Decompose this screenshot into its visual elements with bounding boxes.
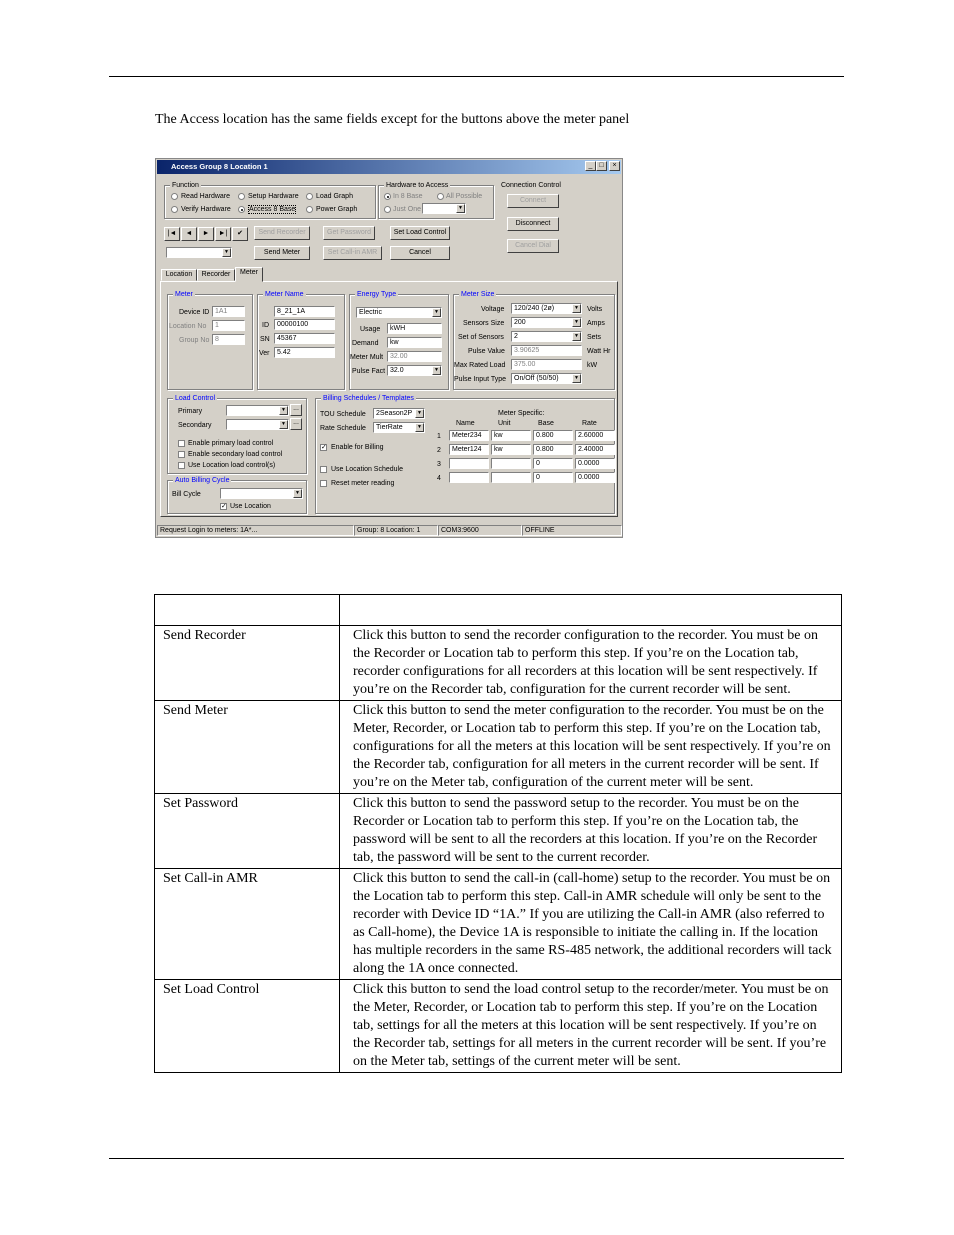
voltage-select[interactable]: 120/240 (2ø) ▼ (511, 303, 582, 314)
post-record-button[interactable]: ✔ (232, 227, 248, 241)
description-cell: Click this button to send the meter configuration to the recorder. You must be on the Meter, Recorder, or Location tab to perform this step. If you’re on the Location tab, configurations for all the meters at this location will be sent respectively. If you’re on the Recorder tab, configuration for all meters in the current recorder will be sent. If you’re on the Meter tab, configuration of the current meter will be sent. (340, 701, 842, 794)
demand-field[interactable]: kw (387, 337, 442, 348)
chevron-down-icon: ▼ (572, 332, 581, 341)
record-select[interactable] (166, 247, 232, 258)
chevron-down-icon: ▼ (432, 308, 441, 317)
rate-name-field[interactable] (449, 472, 489, 483)
rate-value-field[interactable]: 2.40000 (575, 444, 615, 455)
row-number: 1 (437, 433, 441, 440)
secondary-browse-button[interactable]: ... (290, 418, 302, 430)
radio-label: Verify Hardware (181, 206, 231, 213)
prev-record-button[interactable]: ◄ (181, 227, 197, 241)
rate-unit-field[interactable] (491, 472, 531, 483)
enable-billing-checkbox[interactable]: ✓ (321, 444, 327, 451)
radio-verify-hardware[interactable] (171, 206, 178, 213)
chevron-down-icon: ▼ (572, 304, 581, 313)
pulse-value-field[interactable]: 3.90625 (511, 345, 582, 356)
meter-name-group: Meter Name 8_21_1A ID 00000100 SN 45367 Ver 5.42 (257, 294, 345, 390)
row-number: 4 (437, 475, 441, 482)
rate-name-field[interactable] (449, 458, 489, 469)
hardware-access-group: Hardware to Access In 8 Base All Possible Just One ▼ (378, 185, 494, 219)
meter-name-field[interactable]: 8_21_1A (274, 306, 335, 317)
radio-all-possible[interactable] (437, 193, 444, 200)
table-row (155, 794, 842, 869)
radio-label: Access 8 Base (249, 206, 296, 213)
meter-mult-field[interactable]: 32.00 (387, 351, 442, 362)
use-location-load-checkbox[interactable] (178, 462, 185, 469)
bill-cycle-select[interactable] (220, 488, 303, 499)
description-cell: Click this button to send the load control setup to the recorder/meter. You must be on the Meter, Recorder, or Location tab to perform this step. If you’re on the Location tab, settings for all the meters at this location will be sent respectively. If you’re on the Recorder tab, settings for all meters in the current recorder will be sent. If you’re on the Meter tab, settings of the current meter will be sent. (340, 980, 842, 1073)
cancel-button[interactable]: Cancel (390, 246, 450, 260)
status-bar (157, 525, 621, 536)
term-cell: Set Password (155, 794, 340, 869)
auto-billing-group: Auto Billing Cycle Bill Cycle ▼ ✓ Use Location (167, 480, 307, 514)
chevron-down-icon: ▼ (222, 248, 231, 257)
rate-unit-field[interactable]: kw (491, 444, 531, 455)
radio-just-one[interactable] (384, 206, 391, 213)
secondary-load-select[interactable] (226, 419, 289, 430)
pulse-fact-select[interactable]: 32.0 ▼ (387, 365, 442, 376)
connection-control-group: Connection Control Connect Disconnect Cancel Dial (498, 185, 568, 257)
maximize-button[interactable]: □ (596, 161, 607, 171)
term-cell: Set Call-in AMR (155, 869, 340, 980)
radio-label: Load Graph (316, 193, 353, 200)
chevron-down-icon: ▼ (279, 406, 288, 415)
meter-tab-panel (160, 281, 618, 517)
table-row (155, 626, 842, 701)
rate-unit-field[interactable] (491, 458, 531, 469)
use-location-checkbox[interactable]: ✓ (221, 503, 227, 510)
function-group: Function Read Hardware Setup Hardware Load Graph Verify Hardware Access 8 Base Power Graph (164, 185, 376, 219)
chevron-down-icon: ▼ (432, 366, 441, 375)
description-cell: Click this button to send the call-in (call-home) setup to the recorder. You must be on the Location tab to perform this step. Call-in AMR schedule will only be sent to the recorder with Device ID “1A.” If you are utilizing the Call-in AMR (also referred to as Call-home), the Device 1A is responsible to initiate the calling in. If the location has multiple recorders in the same RS-485 network, the additional recorders will tack along the 1A once connected. (340, 869, 842, 980)
tab-meter[interactable]: Meter (235, 267, 263, 282)
send-meter-button[interactable]: Send Meter (254, 246, 310, 260)
meter-id-field[interactable]: 00000100 (274, 319, 335, 330)
rate-name-field[interactable]: Meter234 (449, 430, 489, 441)
minimize-button[interactable]: _ (585, 161, 596, 171)
next-record-button[interactable]: ► (198, 227, 214, 241)
use-location-schedule-checkbox[interactable] (320, 466, 327, 473)
tou-schedule-select[interactable]: 2Season2P ▼ (373, 408, 425, 419)
radio-setup-hardware[interactable] (238, 193, 245, 200)
location-no-field[interactable]: 1 (212, 320, 245, 331)
max-rated-load-field[interactable]: 375.00 (511, 359, 582, 370)
first-record-button[interactable]: |◄ (164, 227, 180, 241)
primary-load-select[interactable] (226, 405, 289, 416)
meter-size-group: Meter Size Voltage 120/240 (2ø) ▼ Volts Sensors Size 200 ▼ Amps Set of Sensors 2 ▼ Sets Pulse Value 3.90625 Watt Hr Max Rated Load 375.00 kW Pulse Input Type On/Off (50/50) ▼ (453, 294, 615, 390)
term-cell: Send Meter (155, 701, 340, 794)
table-row (155, 980, 842, 1073)
radio-label: Read Hardware (181, 193, 231, 200)
radio-label: In 8 Base (393, 193, 423, 200)
table-row (155, 701, 842, 794)
load-control-group: Load Control Primary ▼ ... Secondary ▼ ... Enable primary load control Enable secondary load control Use Location load control(s) (167, 398, 307, 474)
tab-location[interactable]: Location (161, 269, 197, 281)
chevron-down-icon: ▼ (572, 318, 581, 327)
set-load-control-button[interactable]: Set Load Control (390, 226, 450, 240)
primary-browse-button[interactable]: ... (290, 404, 302, 416)
header-rule (109, 76, 844, 77)
button-description-table (154, 594, 842, 1073)
rate-unit-field[interactable]: kw (491, 430, 531, 441)
send-recorder-button[interactable]: Send Recorder (254, 226, 310, 240)
radio-in-8-base[interactable] (384, 193, 391, 200)
group-no-field[interactable]: 8 (212, 334, 245, 345)
table-row (155, 869, 842, 980)
cancel-dial-button[interactable]: Cancel Dial (507, 239, 559, 253)
rate-base-field[interactable]: 0 (533, 458, 573, 469)
set-call-in-amr-button[interactable]: Set Call-in AMR (323, 246, 382, 260)
status-connection: OFFLINE (522, 525, 622, 536)
rate-base-field[interactable]: 0.800 (533, 444, 573, 455)
enable-secondary-checkbox[interactable] (178, 451, 185, 458)
sensors-size-select[interactable]: 200 ▼ (511, 317, 582, 328)
radio-read-hardware[interactable] (171, 193, 178, 200)
rate-base-field[interactable]: 0 (533, 472, 573, 483)
last-record-button[interactable]: ►| (215, 227, 231, 241)
radio-access-8-base[interactable] (238, 206, 245, 213)
chevron-down-icon: ▼ (293, 489, 302, 498)
device-id-field[interactable]: 1A1 (212, 306, 245, 317)
energy-type-group: Energy Type Electric ▼ Usage kWH Demand kw Meter Mult 32.00 Pulse Fact 32.0 ▼ (349, 294, 449, 390)
status-message: Request Login to meters: 1A*... (157, 525, 354, 536)
rate-name-field[interactable]: Meter124 (449, 444, 489, 455)
chevron-down-icon: ▼ (279, 420, 288, 429)
status-port: COM3:9600 (438, 525, 522, 536)
radio-load-graph[interactable] (306, 193, 313, 200)
rate-schedule-select[interactable]: TierRate ▼ (373, 422, 425, 433)
row-number: 2 (437, 447, 441, 454)
radio-power-graph[interactable] (306, 206, 313, 213)
radio-label: All Possible (446, 193, 483, 200)
rate-value-field[interactable]: 2.60000 (575, 430, 615, 441)
energy-type-select[interactable]: Electric ▼ (356, 307, 442, 318)
row-number: 3 (437, 461, 441, 468)
chevron-down-icon: ▼ (415, 423, 424, 432)
radio-label: Just One (393, 206, 422, 213)
description-cell: Click this button to send the password setup to the recorder. You must be on the Recorder or Location tab to perform this step. If you’re on the Location tab, the password will be sent to all the recorders at this location. If you’re on the Recorder tab, the password will be sent to the current recorder. (340, 794, 842, 869)
term-cell: Send Recorder (155, 626, 340, 701)
enable-primary-checkbox[interactable] (178, 440, 185, 447)
chevron-down-icon: ▼ (415, 409, 424, 418)
rate-base-field[interactable]: 0.800 (533, 430, 573, 441)
set-of-sensors-select[interactable]: 2 ▼ (511, 331, 582, 342)
close-button[interactable]: × (609, 161, 620, 171)
tab-recorder[interactable]: Recorder (197, 269, 235, 281)
rate-value-field[interactable]: 0.0000 (575, 458, 615, 469)
description-cell: Click this button to send the recorder configuration to the recorder. You must be on the Recorder or Location tab to perform this step. If you’re on the Location tab, recorder configurations for all recorders at this location will be sent respectively. If you’re on the Recorder tab, configuration for the current recorder will be sent. (340, 626, 842, 701)
term-cell: Set Load Control (155, 980, 340, 1073)
billing-schedules-group: Billing Schedules / Templates TOU Schedule 2Season2P ▼ Rate Schedule TierRate ▼ ✓ Enable for Billing Use Location Schedule Reset meter reading Meter Specific: Name Unit Base Rate 1 Meter234 kw 0.800 2.60000 2 Meter124 kw 0.800 2.40000 3 0 0.0000 4 0 0.0000 (315, 398, 615, 514)
meter-sn-field[interactable]: 45367 (274, 333, 335, 344)
chevron-down-icon: ▼ (572, 374, 581, 383)
meter-group: Meter Device ID 1A1 Location No 1 Group No 8 (167, 294, 253, 390)
table-header-row (155, 595, 842, 626)
chevron-down-icon: ▼ (456, 204, 465, 213)
usage-field[interactable]: kWH (387, 323, 442, 334)
footer-rule (109, 1158, 844, 1159)
meter-ver-field[interactable]: 5.42 (274, 347, 335, 358)
get-password-button[interactable]: Get Password (323, 226, 375, 240)
radio-label: Setup Hardware (248, 193, 299, 200)
intro-text: The Access location has the same fields except for the buttons above the meter panel (155, 112, 630, 127)
rate-value-field[interactable]: 0.0000 (575, 472, 615, 483)
radio-label: Power Graph (316, 206, 358, 213)
dialog-title: Access Group 8 Location 1 (157, 160, 621, 174)
status-group-location: Group: 8 Location: 1 (354, 525, 438, 536)
just-one-select[interactable] (422, 203, 466, 214)
disconnect-button[interactable]: Disconnect (507, 217, 559, 231)
pulse-input-type-select[interactable]: On/Off (50/50) ▼ (511, 373, 582, 384)
reset-meter-checkbox[interactable] (320, 480, 327, 487)
connect-button[interactable]: Connect (507, 194, 559, 208)
access-location-dialog (155, 158, 623, 538)
